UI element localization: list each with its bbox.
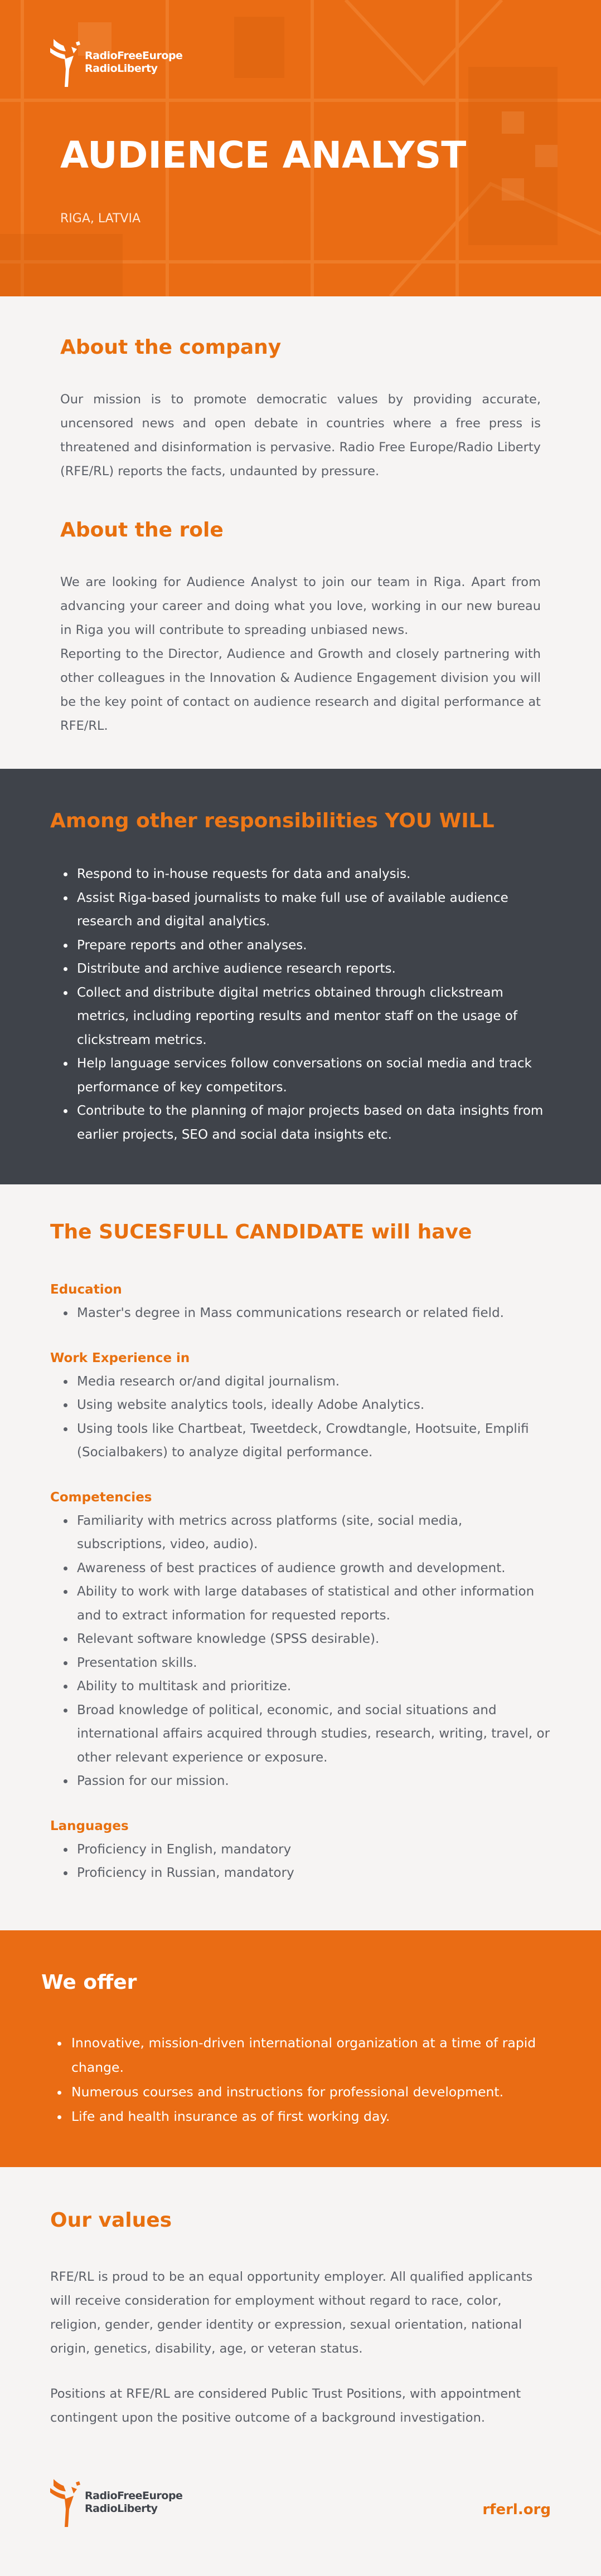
list-item: • Familiarity with metrics across platforms (site, social media, subscriptions, video, audio).	[75, 1509, 551, 1557]
list-item: • Awareness of best practices of audience growth and development.	[75, 1557, 551, 1580]
competencies-group	[50, 1489, 551, 1793]
list-item: • Ability to work with large databases of statistical and other information and to extract information for requested reports.	[75, 1580, 551, 1627]
about-company-heading: About the company	[60, 336, 282, 359]
education-label: Education	[50, 1282, 122, 1297]
job-location: RIGA, LATVIA	[60, 212, 140, 226]
values-heading: Our values	[50, 2209, 172, 2232]
education-group	[50, 1281, 551, 1325]
competencies-label: Competencies	[50, 1490, 152, 1505]
list-item: • Innovative, mission-driven international organization at a time of rapid change.	[69, 2031, 560, 2080]
responsibilities-list	[50, 862, 551, 1146]
education-list	[50, 1301, 551, 1325]
list-item: • Media research or/and digital journalism.	[75, 1370, 551, 1394]
responsibilities-heading: Among other responsibilities YOU WILL	[50, 809, 495, 832]
brand-logo[interactable]	[49, 37, 182, 88]
list-item: • Proficiency in Russian, mandatory	[75, 1861, 551, 1885]
brand-name-line1: RadioFreeEurope	[85, 50, 183, 62]
candidate-heading: The SUCESFULL CANDIDATE will have	[50, 1221, 472, 1243]
job-title: AUDIENCE ANALYST	[60, 134, 467, 177]
list-item: • Ability to multitask and prioritize.	[75, 1675, 551, 1699]
list-item: • Assist Riga-based journalists to make full use of available audience research and digital analytics.	[75, 886, 551, 934]
list-item: • Life and health insurance as of first working day.	[69, 2104, 560, 2129]
brand-name-line2: RadioLiberty	[85, 62, 158, 75]
list-item: • Prepare reports and other analyses.	[75, 934, 551, 958]
experience-list	[50, 1370, 551, 1465]
candidate-section	[0, 1184, 601, 1930]
list-item: • Collect and distribute digital metrics obtained through clickstream metrics, including reporting results and mentor staff on the usage of clickstream metrics.	[75, 981, 551, 1052]
list-item: • Contribute to the planning of major projects based on data insights from earlier projects, SEO and social data insights etc.	[75, 1099, 551, 1146]
values-section	[0, 2167, 601, 2576]
about-section	[0, 296, 601, 769]
offer-section	[0, 1930, 601, 2167]
values-text-1: RFE/RL is proud to be an equal opportunity employer. All qualified applicants will receive consideration for employment without regard to race, color, religion, gender, gender identity or expression, sexual orientation, national origin, genetics, disability, age, or veteran status.	[50, 2270, 533, 2356]
languages-list	[50, 1838, 551, 1885]
list-item: • Distribute and archive audience research reports.	[75, 957, 551, 981]
list-item: • Relevant software knowledge (SPSS desirable).	[75, 1627, 551, 1651]
list-item: • Using website analytics tools, ideally Adobe Analytics.	[75, 1393, 551, 1417]
responsibilities-section	[0, 769, 601, 1184]
footer-brand-logo[interactable]	[49, 2477, 182, 2528]
list-item: • Broad knowledge of political, economic, and social situations and international affairs acquired through studies, research, writing, travel, or other relevant experience or exposure.	[75, 1699, 551, 1770]
list-item: • Using tools like Chartbeat, Tweetdeck, Crowdtangle, Hootsuite, Emplifi (Socialbakers) to analyze digital performance.	[75, 1417, 551, 1465]
values-text-2: Positions at RFE/RL are considered Public Trust Positions, with appointment contingent upon the positive outcome of a background investigation.	[50, 2387, 521, 2425]
list-item: • Help language services follow conversations on social media and track performance of key competitors.	[75, 1052, 551, 1099]
languages-label: Languages	[50, 1818, 129, 1833]
languages-group	[50, 1818, 551, 1885]
about-company-text: Our mission is to promote democratic values by providing accurate, uncensored news and open debate in countries where a free press is threatened and disinformation is pervasive. Radio Free Europe/Radio Liberty (RFE/RL) reports the facts, undaunted by pressure.	[60, 392, 541, 479]
hero-banner	[0, 0, 601, 296]
about-role-text-2: Reporting to the Director, Audience and Growth and closely partnering with other colleagues in the Innovation & Audience Engagement division you will be the key point of contact on audience research and digital performance at RFE/RL.	[60, 647, 541, 733]
offer-list	[41, 2031, 560, 2129]
list-item: • Passion for our mission.	[75, 1769, 551, 1793]
footer-brand-name-line1: RadioFreeEurope	[85, 2490, 183, 2502]
experience-group	[50, 1350, 551, 1465]
torch-logo-icon	[49, 2477, 81, 2528]
list-item: • Respond to in-house requests for data and analysis.	[75, 862, 551, 886]
website-link[interactable]: rferl.org	[482, 2501, 551, 2518]
about-role-heading: About the role	[60, 519, 224, 541]
competencies-list	[50, 1509, 551, 1793]
list-item: • Numerous courses and instructions for professional development.	[69, 2080, 560, 2104]
experience-label: Work Experience in	[50, 1350, 190, 1365]
list-item: • Presentation skills.	[75, 1651, 551, 1675]
about-role-text-1: We are looking for Audience Analyst to join our team in Riga. Apart from advancing your career and doing what you love, working in our new bureau in Riga you will contribute to spreading unbiased news.	[60, 575, 541, 637]
list-item: • Proficiency in English, mandatory	[75, 1838, 551, 1862]
footer-brand-name-line2: RadioLiberty	[85, 2502, 158, 2515]
offer-heading: We offer	[41, 1971, 137, 1994]
torch-logo-icon	[49, 37, 81, 88]
list-item: • Master's degree in Mass communications research or related field.	[75, 1301, 551, 1325]
